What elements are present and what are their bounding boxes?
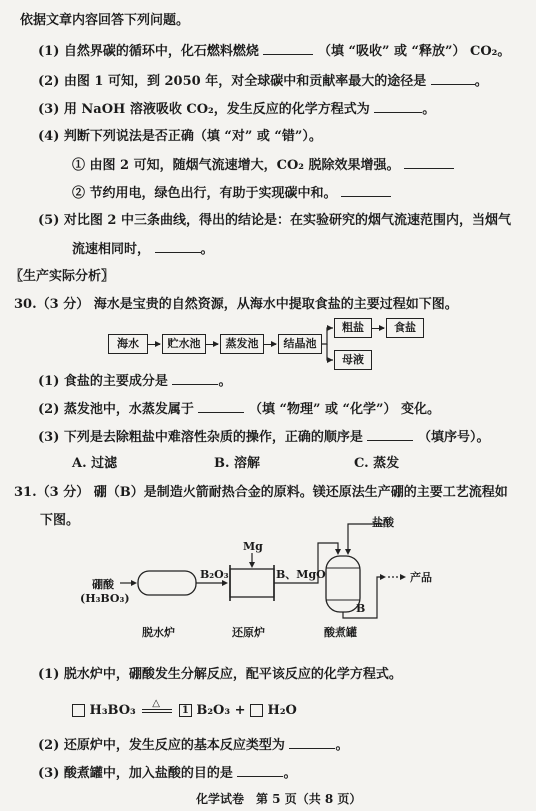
question-30-3: (3) 下列是去除粗盐中难溶性杂质的操作，正确的顺序是 （填序号）。 (38, 430, 490, 445)
question-30-2: (2) 蒸发池中，水蒸发属于 （填 “物理” 或 “化学”） 变化。 (38, 402, 440, 417)
question-31-stem: 31.（3 分） 硼（B）是制造火箭耐热合金的原料。镁还原法生产硼的主要工艺流程如 (14, 485, 508, 500)
question-2: (2) 由图 1 可知，到 2050 年，对全球碳中和贡献率最大的途径是 。 (38, 74, 488, 89)
label-boric-acid-formula: (H₃BO₃) (80, 592, 130, 605)
option-b: B. 溶解 (214, 456, 261, 471)
arrow-heat (140, 697, 174, 718)
label-b2o3: B₂O₃ (200, 568, 229, 581)
question-4-statement-2: ② 节约用电，绿色出行，有助于实现碳中和。 (72, 184, 391, 203)
question-30-stem: 30.（3 分） 海水是宝贵的自然资源，从海水中提取食盐的主要过程如下图。 (14, 297, 458, 312)
flow-box-jiejingchi: 结晶池 (278, 334, 322, 354)
coefficient-box-b2o3: 1 (179, 704, 192, 717)
label-hydrochloric-acid: 盐酸 (372, 516, 394, 529)
label-b-mgo: B、MgO (276, 568, 326, 581)
flow-box-shiyan: 食盐 (386, 318, 424, 338)
page-footer: 化学试卷 第 5 页（共 8 页） (196, 792, 362, 806)
flow-box-haishui: 海水 (108, 334, 148, 354)
flow-box-cuyan: 粗盐 (334, 318, 372, 338)
answer-blank-31-2[interactable] (289, 736, 335, 749)
label-b: B (356, 602, 366, 615)
question-31-3: (3) 酸煮罐中，加入盐酸的目的是 。 (38, 766, 297, 781)
label-boric-acid: 硼酸 (92, 578, 114, 591)
question-4-statement-1: ① 由图 2 可知，随烟气流速增大，CO₂ 脱除效果增强。 (72, 156, 454, 175)
question-31-stem-continued: 下图。 (40, 513, 80, 528)
flow-box-muye: 母液 (334, 350, 372, 370)
flow-box-zhengfachi: 蒸发池 (220, 334, 264, 354)
coefficient-box-h3bo3[interactable] (72, 704, 85, 717)
question-5-continued: 流速相同时， 。 (72, 242, 214, 257)
question-31-2: (2) 还原炉中，发生反应的基本反应类型为 。 (38, 738, 349, 753)
label-mg: Mg (243, 540, 263, 553)
question-31-1: (1) 脱水炉中，硼酸发生分解反应，配平该反应的化学方程式。 (38, 667, 402, 682)
flow-box-zhushuichi: 贮水池 (162, 334, 206, 354)
heat-symbol: △ (152, 697, 160, 709)
question-1: (1) 自然界碳的循环中，化石燃料燃烧 （填 “吸收” 或 “释放”） CO₂。 (38, 44, 511, 59)
label-reduction-furnace: 还原炉 (232, 626, 265, 639)
label-product: 产品 (410, 571, 432, 584)
option-c: C. 蒸发 (354, 456, 400, 471)
intro-text: 依据文章内容回答下列问题。 (20, 13, 190, 28)
label-acid-tank: 酸煮罐 (324, 626, 357, 639)
question-30-1: (1) 食盐的主要成分是 。 (38, 374, 232, 389)
answer-blank-31-3[interactable] (237, 764, 283, 777)
coefficient-box-h2o[interactable] (250, 704, 263, 717)
question-4: (4) 判断下列说法是否正确（填 “对” 或 “错”）。 (38, 129, 322, 144)
option-a: A. 过滤 (72, 456, 118, 471)
equation: H₃BO₃ △ 1 B₂O₃ + H₂O (72, 702, 297, 720)
question-3: (3) 用 NaOH 溶液吸收 CO₂，发生反应的化学方程式为 。 (38, 102, 436, 117)
question-5: (5) 对比图 2 中三条曲线，得出的结论是：在实验研究的烟气流速范围内，当烟气 (38, 213, 511, 228)
section-heading: 〖生产实际分析〗 (10, 269, 115, 284)
label-dehydration-furnace: 脱水炉 (142, 626, 175, 639)
